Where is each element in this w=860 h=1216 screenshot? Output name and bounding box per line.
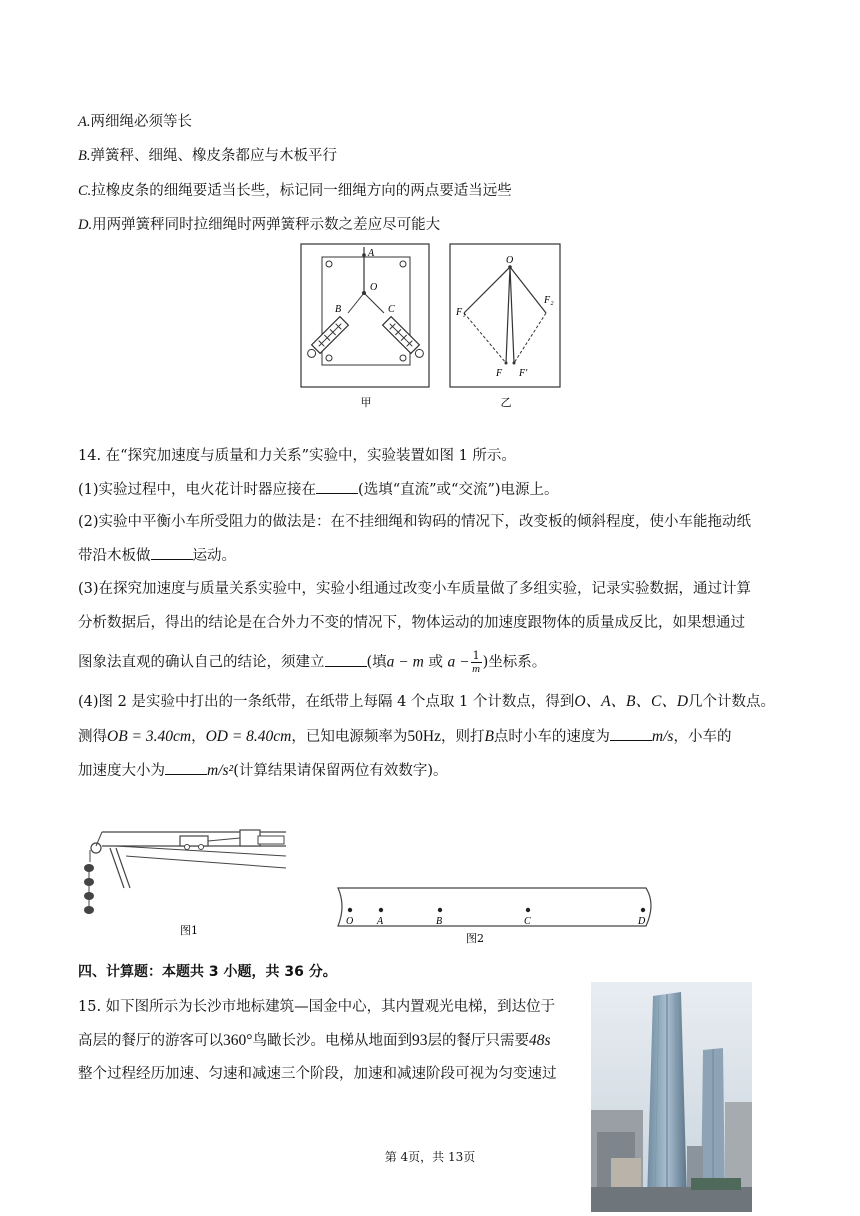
fraction — [471, 650, 482, 675]
numerator: 1 — [472, 649, 480, 662]
math: 50Hz — [407, 728, 441, 745]
math: B — [484, 728, 494, 745]
answer-blank — [316, 479, 358, 494]
caption-fig2: 图2 — [466, 932, 484, 945]
text: 鸟瞰长沙。电梯从地面到 — [252, 1033, 412, 1049]
q14-part3-line3 — [78, 650, 546, 675]
option-letter: D. — [78, 217, 93, 233]
text: (1)实验过程中，电火花计时器应接在 — [78, 482, 317, 498]
math: 360° — [223, 1032, 253, 1049]
building-photo — [591, 982, 752, 1212]
text: )坐标系。 — [482, 654, 547, 671]
tape-label-d: D — [638, 916, 646, 927]
q15-line1: 15. 如下图所示为长沙市地标建筑—国金中心，其内置观光电梯，到达位于 — [78, 999, 556, 1015]
text: 图象法直观的确认自己的结论，须建立 — [78, 654, 325, 671]
tape-label-b: B — [436, 916, 443, 927]
tape-label-c: C — [524, 916, 531, 927]
caption-yi: 乙 — [500, 396, 512, 409]
math: a − m — [386, 653, 424, 671]
option-d — [78, 215, 440, 235]
answer-blank — [151, 545, 193, 560]
option-text: 拉橡皮条的细绳要适当长些，标记同一细绳方向的两点要适当远些 — [91, 183, 512, 199]
caption-fig1: 图1 — [180, 924, 198, 937]
text: (计算结果请保留两位有效数字)。 — [233, 763, 448, 779]
paper-tape-figure — [334, 886, 664, 950]
q14-intro: 14. 在“探究加速度与质量和力关系”实验中，实验装置如图 1 所示。 — [78, 448, 516, 464]
caption-jia: 甲 — [360, 396, 372, 409]
label-f: F — [496, 368, 503, 379]
text: 高层的餐厅的游客可以 — [78, 1033, 223, 1049]
text: 测得 — [78, 729, 107, 745]
option-letter: A. — [78, 114, 91, 130]
math: m/s — [651, 728, 674, 745]
option-c — [78, 181, 512, 201]
option-text: 弹簧秤、细绳、橡皮条都应与木板平行 — [90, 148, 337, 164]
answer-blank — [610, 726, 652, 741]
option-letter: C. — [78, 183, 92, 199]
label-a: A — [368, 248, 375, 259]
apparatus-figure — [76, 826, 288, 946]
option-text: 用两弹簧秤同时拉细绳时两弹簧秤示数之差应尽可能大 — [92, 217, 441, 233]
text: 加速度大小为 — [78, 763, 165, 779]
text: ，小车的 — [673, 729, 732, 745]
q14-part3-line1: (3)在探究加速度与质量关系实验中，实验小组通过改变小车质量做了多组实验，记录实验数据，通过计算 — [78, 581, 752, 597]
section-heading: 四、计算题：本题共 3 小题，共 36 分。 — [78, 964, 337, 980]
tape-label-a: A — [377, 916, 384, 927]
text: 或 — [428, 654, 443, 671]
math: m/s² — [207, 762, 234, 779]
q14-part4-line2 — [78, 726, 731, 747]
page-footer: 第 4页，共 13页 — [384, 1150, 476, 1164]
denominator: m — [472, 663, 481, 675]
text: ， — [191, 729, 206, 745]
text: 点时小车的速度为 — [493, 729, 610, 745]
q14-part3-line2: 分析数据后，得出的结论是在合外力不变的情况下，物体运动的加速度跟物体的质量成反比，如果想通过 — [78, 615, 745, 631]
text: (填 — [366, 654, 387, 671]
q14-part2-line1: (2)实验中平衡小车所受阻力的做法是：在不挂细绳和钩码的情况下，改变板的倾斜程度，使小车能拖动纸 — [78, 514, 752, 530]
text: 带沿木板做 — [78, 548, 151, 564]
q14-part1 — [78, 479, 559, 500]
answer-blank — [165, 760, 207, 775]
text: (选填“直流”或“交流”)电源上。 — [358, 482, 559, 498]
text: ，已知电源频率为 — [291, 729, 408, 745]
text: ，则打 — [440, 729, 485, 745]
text: 几个计数点。 — [688, 694, 776, 710]
text: 层的餐厅只需要 — [427, 1033, 529, 1049]
math: O、A、B、C、D — [574, 693, 689, 710]
force-composition-figure — [300, 243, 565, 413]
math: 48s — [528, 1032, 551, 1049]
label-c: C — [388, 304, 395, 315]
q14-part2-line2 — [78, 545, 236, 566]
label-f2: F₂ — [544, 295, 554, 306]
option-b — [78, 146, 337, 166]
q15-line3: 整个过程经历加速、匀速和减速三个阶段，加速和减速阶段可视为匀变速过 — [78, 1066, 557, 1082]
math: 93 — [411, 1032, 428, 1049]
label-b: B — [335, 304, 342, 315]
math: OD = 8.40cm — [205, 728, 292, 745]
math: OB = 3.40cm — [107, 728, 192, 745]
q14-part4-line1 — [78, 692, 775, 712]
option-text: 两细绳必须等长 — [90, 114, 192, 130]
math: a − — [447, 653, 470, 671]
text: (4)图 2 是实验中打出的一条纸带，在纸带上每隔 4 个点取 1 个计数点，得到 — [78, 694, 575, 710]
label-o-right: O — [506, 255, 514, 266]
label-f-prime: F′ — [519, 368, 528, 379]
text: 运动。 — [192, 548, 236, 564]
option-letter: B. — [78, 148, 91, 164]
q14-part4-line3 — [78, 760, 448, 781]
q15-line2 — [78, 1031, 551, 1051]
tape-label-o: O — [346, 916, 354, 927]
option-a — [78, 112, 192, 132]
label-f1: F₁ — [456, 307, 466, 318]
label-o: O — [370, 282, 378, 293]
answer-blank — [325, 652, 367, 667]
